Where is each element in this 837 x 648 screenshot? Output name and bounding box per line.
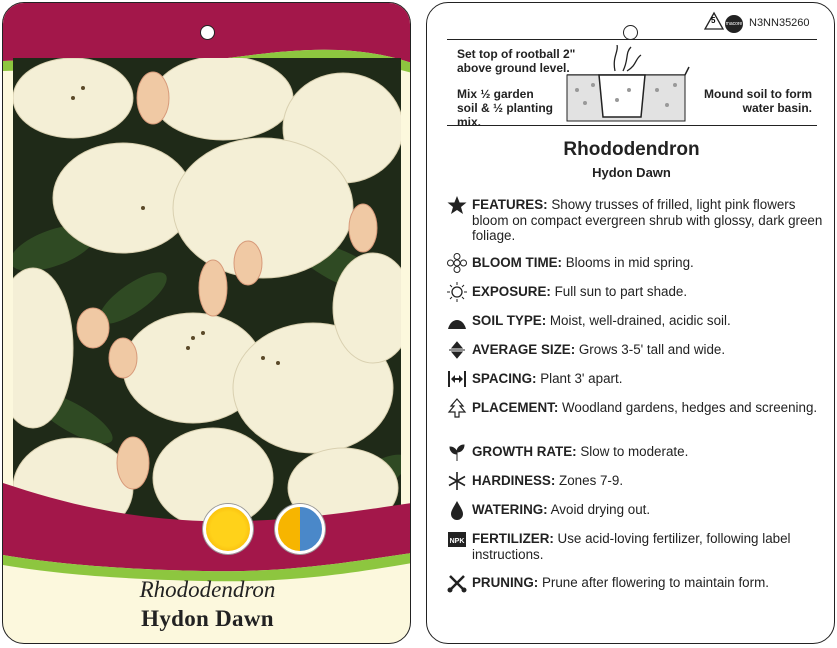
care-text: Grows 3-5' tall and wide. [575, 342, 726, 357]
full-sun-icon [203, 504, 253, 554]
water-drop-icon [447, 500, 467, 520]
label-rootball: Set top of rootball 2" above ground level. [457, 47, 576, 75]
soil-icon [447, 311, 467, 331]
cultivar-name: Hydon Dawn [141, 606, 274, 631]
star-icon [447, 195, 467, 215]
care-label: FERTILIZER: [472, 531, 554, 546]
care-label: PLACEMENT: [472, 400, 559, 415]
care-label: SOIL TYPE: [472, 313, 547, 328]
front-tag [2, 2, 411, 644]
mid-rule [447, 125, 817, 126]
care-label: GROWTH RATE: [472, 444, 577, 459]
snowflake-icon [447, 471, 467, 491]
label-soil-mix: Mix ½ garden soil & ½ planting mix. [457, 87, 554, 129]
back-tag [426, 2, 835, 644]
care-text: Plant 3' apart. [536, 371, 623, 386]
flower-photo [13, 58, 401, 533]
top-rule [447, 39, 817, 40]
back-subtitle: Hydon Dawn [592, 165, 671, 180]
hang-hole [623, 25, 638, 40]
part-shade-icon [275, 504, 325, 554]
pruners-icon [447, 573, 467, 593]
care-label: AVERAGE SIZE: [472, 342, 576, 357]
label-water-basin: Mound soil to form water basin. [704, 87, 812, 115]
sun-icon [447, 282, 467, 302]
care-text: Slow to moderate. [576, 444, 689, 459]
flower-icon [447, 253, 467, 273]
product-code: N3NN35260 [749, 17, 810, 29]
care-label: PRUNING: [472, 575, 539, 590]
latin-name: Rhododendron [139, 577, 276, 602]
care-text: Use acid-loving fertilizer, following label instructions. [472, 531, 791, 562]
size-icon [447, 340, 467, 360]
care-text: Moist, well-drained, acidic soil. [546, 313, 731, 328]
npk-fertilizer-icon [447, 529, 467, 549]
care-label: BLOOM TIME: [472, 255, 563, 270]
planting-diagram [557, 45, 697, 127]
spacing-icon [447, 369, 467, 389]
brand-logo: macore [725, 15, 743, 33]
care-label: SPACING: [472, 371, 537, 386]
svg-text:NPK: NPK [449, 538, 465, 545]
care-label: EXPOSURE: [472, 284, 551, 299]
care-text: Showy trusses of frilled, light pink flowers bloom on compact evergreen shrub with glossy, dark green foliage. [472, 197, 823, 243]
care-label: WATERING: [472, 502, 548, 517]
back-title: Rhododendron [563, 139, 700, 160]
care-label: FEATURES: [472, 197, 548, 212]
care-text: Blooms in mid spring. [562, 255, 694, 270]
care-text: Prune after flowering to maintain form. [538, 575, 769, 590]
hang-hole [200, 25, 215, 40]
care-text: Avoid drying out. [547, 502, 651, 517]
care-text: Full sun to part shade. [550, 284, 688, 299]
care-text: Woodland gardens, hedges and screening. [558, 400, 818, 415]
placement-icon [447, 398, 467, 418]
sprout-icon [447, 442, 467, 462]
care-text: Zones 7-9. [555, 473, 624, 488]
care-label: HARDINESS: [472, 473, 556, 488]
recycle-number: 5 [711, 16, 716, 25]
